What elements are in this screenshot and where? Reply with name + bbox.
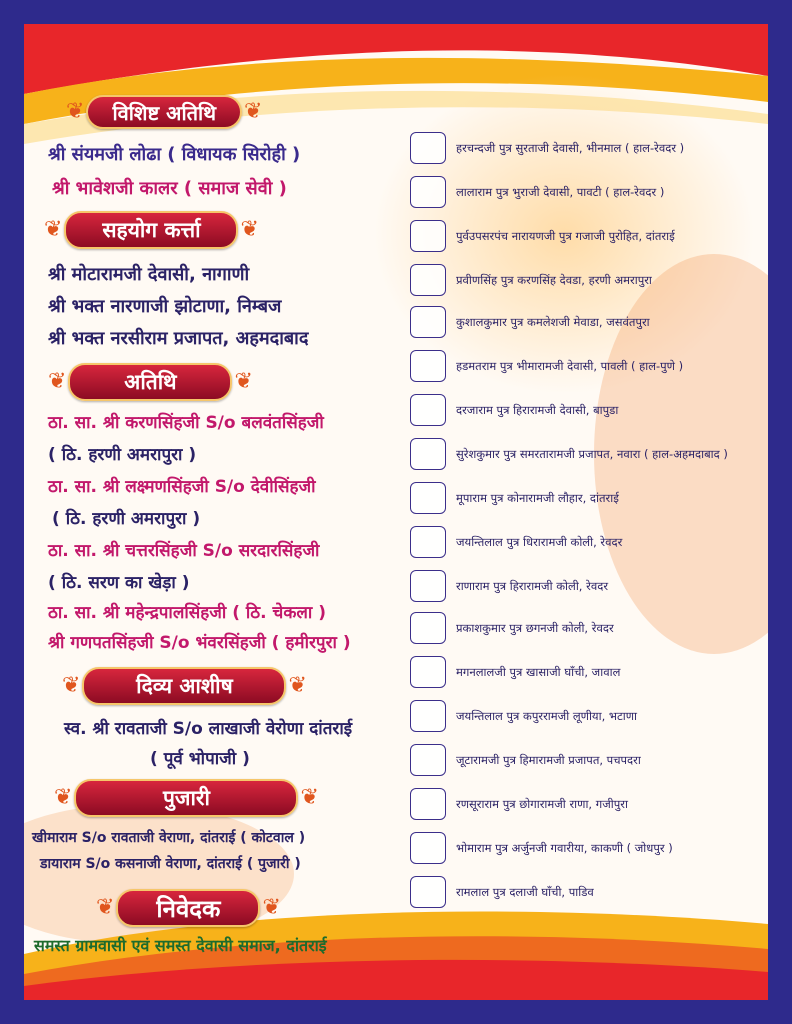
- list-item: जयन्तिलाल पुत्र कपुररामजी लूणीया, भटाणा: [410, 698, 637, 734]
- list-item: मूपाराम पुत्र कोनारामजी लौहार, दांतराई: [410, 480, 619, 516]
- list-item: हडमतराम पुत्र भीमारामजी देवासी, पावली ( हाल-पुणे ): [410, 348, 683, 384]
- flourish-icon: ❦: [66, 99, 85, 124]
- list-item: भोमाराम पुत्र अर्जुनजी गवारीया, काकणी ( जोधपुर ): [410, 830, 673, 866]
- guest-line: ठा. सा. श्री लक्ष्मणसिंहजी S/o देवीसिंहजी: [48, 477, 316, 497]
- checkbox-icon: [410, 264, 446, 296]
- list-item: रणसूराराम पुत्र छोगारामजी राणा, गजीपुरा: [410, 786, 628, 822]
- flourish-icon: ❦: [44, 217, 63, 242]
- guest-line: ठा. सा. श्री चत्तरसिंहजी S/o सरदारसिंहजी: [48, 541, 320, 561]
- list-item: पुर्वउपसरपंच नारायणजी पुत्र गजाजी पुरोहित, दांतराई: [410, 218, 675, 254]
- checkbox-icon: [410, 700, 446, 732]
- section-title: अतिथि: [68, 363, 232, 401]
- section-banner-vishisht: [64, 94, 264, 130]
- flourish-icon: ❦: [62, 673, 81, 698]
- contributor-line: श्री भक्त नारणाजी झोटाणा, निम्बज: [48, 296, 282, 317]
- section-banner-pujari: [52, 780, 321, 816]
- checkbox-icon: [410, 570, 446, 602]
- list-item: रामलाल पुत्र दलाजी घाँची, पाडिव: [410, 874, 594, 910]
- checkbox-icon: [410, 350, 446, 382]
- blessing-line: स्व. श्री रावताजी S/o लाखाजी वेरोणा दांतराई: [64, 719, 353, 739]
- section-title: सहयोग कर्त्ता: [64, 211, 238, 249]
- list-item: सुरेशकुमार पुत्र समरतारामजी प्रजापत, नवारा ( हाल-अहमदाबाद ): [410, 436, 728, 472]
- checkbox-icon: [410, 656, 446, 688]
- guest-place: ( ठि. हरणी अमरापुरा ): [52, 509, 201, 529]
- contributor-line: श्री मोटारामजी देवासी, नागाणी: [48, 264, 250, 285]
- checkbox-icon: [410, 526, 446, 558]
- priest-line: खीमाराम S/o रावताजी वेराणा, दांतराई ( कोटवाल ): [32, 830, 306, 846]
- flourish-icon: ❦: [243, 99, 263, 124]
- flourish-icon: ❦: [300, 785, 319, 810]
- list-item: हरचन्दजी पुत्र सुरताजी देवासी, भीनमाल ( हाल-रेवदर ): [410, 130, 684, 166]
- checkbox-icon: [410, 394, 446, 426]
- list-item: मगनलालजी पुत्र खासाजी घाँची, जावाल: [410, 654, 620, 690]
- guest-line: श्री संयमजी लोढा ( विधायक सिरोही ): [48, 144, 301, 165]
- guest-line: श्री भावेशजी कालर ( समाज सेवी ): [52, 178, 287, 199]
- checkbox-icon: [410, 482, 446, 514]
- section-title: निवेदक: [116, 889, 260, 927]
- checkbox-icon: [410, 876, 446, 908]
- flourish-icon: ❦: [96, 895, 115, 920]
- flourish-icon: ❦: [54, 785, 73, 810]
- blessing-line: ( पूर्व भोपाजी ): [150, 749, 250, 769]
- list-item: जूटारामजी पुत्र हिमारामजी प्रजापत, पचपदरा: [410, 742, 641, 778]
- invitation-card: [24, 24, 768, 1000]
- section-title: दिव्य आशीष: [82, 667, 286, 705]
- flourish-icon: ❦: [288, 673, 307, 698]
- flourish-icon: ❦: [234, 369, 253, 394]
- guest-line: श्री गणपतसिंहजी S/o भंवरसिंहजी ( हमीरपुरा ): [48, 633, 351, 653]
- list-item: लालाराम पुत्र भुराजी देवासी, पावटी ( हाल-रेवदर ): [410, 174, 664, 210]
- list-item: जयन्तिलाल पुत्र धिरारामजी कोली, रेवदर: [410, 524, 622, 560]
- checkbox-icon: [410, 176, 446, 208]
- list-item: दरजाराम पुत्र हिरारामजी देवासी, बापुडा: [410, 392, 618, 428]
- guest-place: ( ठि. सरण का खेड़ा ): [48, 573, 190, 593]
- list-item: प्रवीणसिंह पुत्र करणसिंह देवडा, हरणी अमरापुरा: [410, 262, 652, 298]
- section-banner-sahyog: [42, 212, 261, 248]
- contributor-line: श्री भक्त नरसीराम प्रजापत, अहमदाबाद: [48, 328, 309, 349]
- guest-line: ठा. सा. श्री महेन्द्रपालसिंहजी ( ठि. चेकला ): [48, 603, 327, 623]
- checkbox-icon: [410, 744, 446, 776]
- list-item: राणाराम पुत्र हिरारामजी कोली, रेवदर: [410, 568, 608, 604]
- flourish-icon: ❦: [48, 369, 67, 394]
- flourish-icon: ❦: [262, 895, 281, 920]
- section-banner-divya: [60, 668, 309, 704]
- section-title: विशिष्ट अतिथि: [86, 95, 242, 129]
- priest-line: डायाराम S/o कसनाजी वेराणा, दांतराई ( पुजारी ): [40, 856, 301, 872]
- section-banner-nivedak: [94, 890, 283, 926]
- checkbox-icon: [410, 788, 446, 820]
- checkbox-icon: [410, 306, 446, 338]
- footer-requester: समस्त ग्रामवासी एवं समस्त देवासी समाज, दांतराई: [34, 936, 327, 955]
- guest-place: ( ठि. हरणी अमरापुरा ): [48, 445, 197, 465]
- section-banner-atithi: [46, 364, 255, 400]
- flourish-icon: ❦: [240, 217, 259, 242]
- checkbox-icon: [410, 438, 446, 470]
- checkbox-icon: [410, 220, 446, 252]
- checkbox-icon: [410, 132, 446, 164]
- guest-line: ठा. सा. श्री करणसिंहजी S/o बलवंतसिंहजी: [48, 413, 324, 433]
- list-item: प्रकाशकुमार पुत्र छगनजी कोली, रेवदर: [410, 610, 614, 646]
- checkbox-icon: [410, 832, 446, 864]
- checkbox-icon: [410, 612, 446, 644]
- list-item: कुशालकुमार पुत्र कमलेशजी मेवाडा, जसवंतपुरा: [410, 304, 650, 340]
- section-title: पुजारी: [74, 779, 298, 817]
